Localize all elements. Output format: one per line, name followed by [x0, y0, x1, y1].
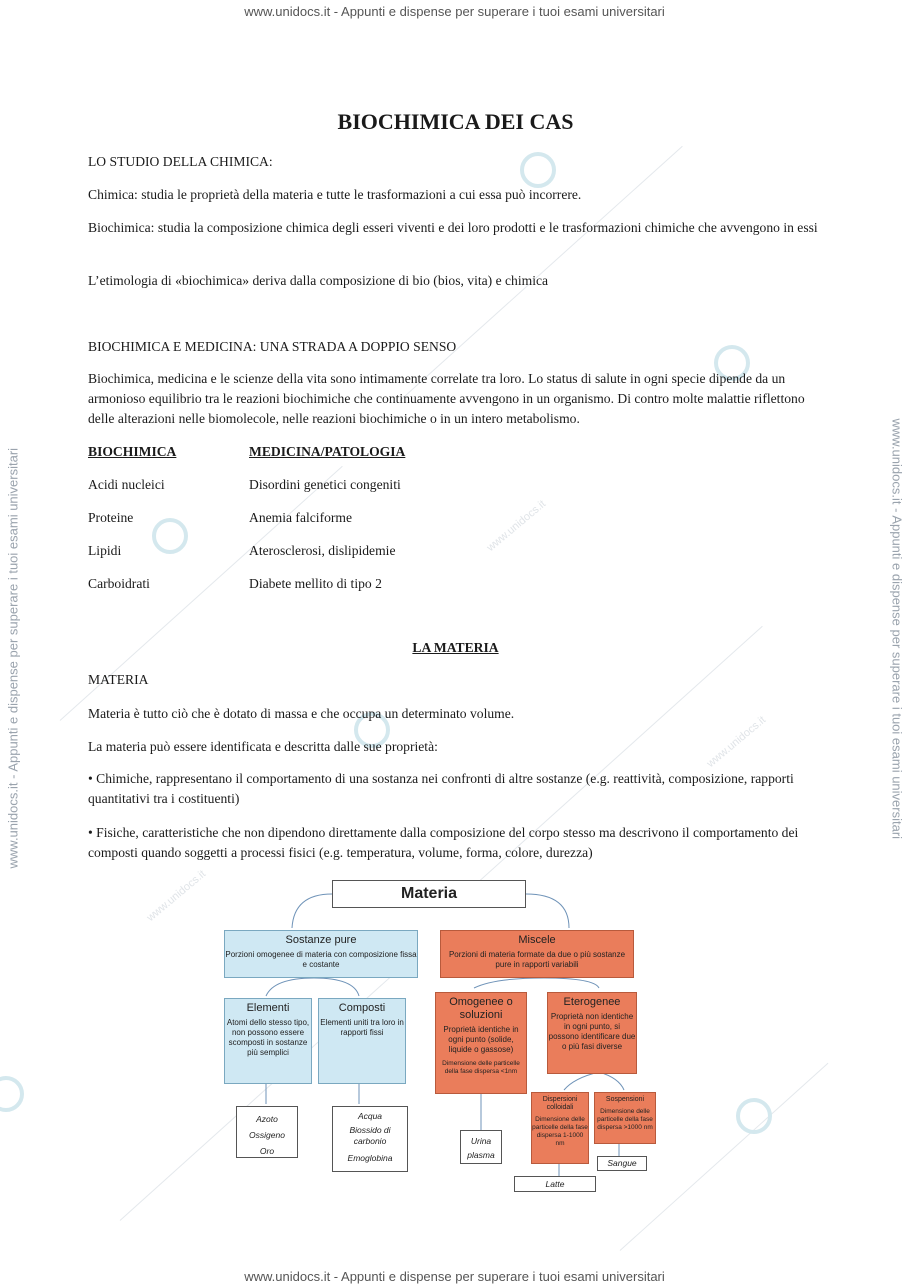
diagram-root-label: Materia	[400, 885, 458, 902]
watermark-logo-icon	[736, 1098, 772, 1134]
diagram-box-desc: Elementi uniti tra loro in rapporti fissi	[320, 1018, 404, 1037]
header-watermark[interactable]: www.unidocs.it - Appunti e dispense per superare i tuoi esami universitari	[244, 4, 665, 19]
table-row	[88, 541, 823, 561]
diagram-box-note: Dimensione delle particelle della fase dispersa <1nm	[442, 1060, 520, 1075]
paragraph-chimiche: • Chimiche, rappresentano il comportamento di una sostanza nei confronti di altre sostanze (e.g. reattività, composizione, rapporti quantitativi tra i costituenti)	[88, 771, 794, 806]
diagram-example: Azoto	[256, 1114, 278, 1124]
diagram-box-title: Sospensioni	[605, 1096, 645, 1103]
diagram-example-latte: Latte	[514, 1176, 596, 1192]
table-cell: Carboidrati	[88, 576, 150, 591]
table-row	[88, 508, 823, 528]
table-row	[88, 574, 823, 594]
diagram-box-note: Dimensione delle particelle della fase dispersa 1-1000 nm	[532, 1116, 588, 1147]
diagram-box-title: Omogenee o soluzioni	[449, 996, 513, 1021]
diagram-box-desc: Atomi dello stesso tipo, non possono essere scomposti in sostanze più semplici	[226, 1018, 310, 1057]
diagram-box-sostanze-pure	[224, 930, 418, 978]
table-cell: Proteine	[88, 510, 134, 525]
diagram-box-miscele	[440, 930, 634, 978]
paragraph-fisiche: • Fisiche, caratteristiche che non dipendono direttamente dalla composizione del corpo stesso ma descrivono il comportamento dei composti quando soggetti a processi fisici (e.g. temperatura, volume, forma, colore, durezza)	[88, 825, 799, 860]
diagram-box-note: Dimensione delle particelle della fase dispersa >1000 nm	[597, 1108, 653, 1131]
diagram-box-desc: Porzioni omogenee di materia con composizione fissa e costante	[225, 950, 417, 969]
paragraph-biochimica-medicina: Biochimica, medicina e le scienze della vita sono intimamente correlate tra loro. Lo status di salute in ogni specie dipende da un armonioso equilibrio tra le reazioni biochimiche che continuamente avvengono in un organismo. Di contro molte malattie riflettono delle alterazioni nelle biomolecole, nelle reazioni biochimiche o in un intero metabolismo.	[88, 371, 805, 426]
table-header-cell: MEDICINA/PATOLOGIA	[249, 444, 406, 459]
diagram-example: Emoglobina	[347, 1153, 393, 1163]
diagram-box-sospensioni	[594, 1092, 656, 1144]
diagram-example-sangue: Sangue	[597, 1156, 647, 1171]
paragraph-proprieta: La materia può essere identificata e descritta dalle sue proprietà:	[88, 739, 438, 754]
table-row	[88, 475, 823, 495]
diagram-example: Urina	[470, 1136, 492, 1146]
table-cell: Aterosclerosi, dislipidemie	[249, 543, 396, 558]
side-watermark-right: www.unidocs.it - Appunti e dispense per superare i tuoi esami universitari	[889, 418, 905, 840]
watermark-diagonal-text: www.unidocs.it	[484, 498, 549, 554]
diagram-examples-omogenee	[460, 1130, 502, 1164]
watermark-diagonal-text: www.unidocs.it	[704, 714, 769, 770]
diagram-box-composti	[318, 998, 406, 1084]
diagram-examples-elementi	[236, 1106, 298, 1158]
diagram-box-title: Miscele	[518, 934, 556, 946]
diagram-box-desc: Proprietà non identiche in ogni punto, si possono identificare due o più fasi diverse	[548, 1012, 636, 1051]
table-cell: Anemia falciforme	[249, 510, 353, 525]
diagram-box-title: Eterogenee	[563, 996, 621, 1008]
diagram-box-eterogenee	[547, 992, 637, 1074]
heading-biochimica-medicina: BIOCHIMICA E MEDICINA: UNA STRADA A DOPPIO SENSO	[88, 339, 457, 354]
table-cell: Disordini genetici congeniti	[249, 477, 401, 492]
diagram-box-title: Elementi	[246, 1002, 290, 1014]
diagram-box-omogenee	[435, 992, 527, 1094]
diagram-box-colloidali	[531, 1092, 589, 1164]
heading-materia: MATERIA	[88, 672, 149, 687]
table-header	[88, 442, 823, 462]
watermark-diagonal-text: www.unidocs.it	[144, 868, 209, 924]
diagram-root-box	[332, 880, 526, 908]
diagram-box-title: Sostanze pure	[285, 934, 357, 946]
diagram-example: Ossigeno	[249, 1130, 285, 1140]
table-cell: Lipidi	[88, 543, 122, 558]
diagram-box-title: Composti	[338, 1002, 386, 1014]
paragraph-etimologia: L’etimologia di «biochimica» deriva dalla composizione di bio (bios, vita) e chimica	[88, 273, 549, 288]
diagram-examples-composti	[332, 1106, 408, 1172]
document-title: BIOCHIMICA DEI CAS	[337, 109, 574, 134]
paragraph-definizione-materia: Materia è tutto ciò che è dotato di massa e che occupa un determinato volume.	[88, 706, 515, 721]
paragraph-biochimica: Biochimica: studia la composizione chimica degli esseri viventi e dei loro prodotti e le trasformazioni chimiche che avvengono in essi	[88, 220, 818, 235]
diagram-box-elementi	[224, 998, 312, 1084]
diagram-example: Acqua	[357, 1111, 383, 1121]
diagram-box-desc: Proprietà identiche in ogni punto (solide, liquide o gassose)	[443, 1025, 519, 1054]
section-title-materia: LA MATERIA	[412, 640, 499, 655]
diagram-example: plasma	[467, 1150, 495, 1160]
side-watermark-left: www.unidocs.it - Appunti e dispense per superare i tuoi esami universitari	[5, 447, 21, 869]
table-cell: Diabete mellito di tipo 2	[249, 576, 382, 591]
heading-studio-chimica: LO STUDIO DELLA CHIMICA:	[88, 154, 273, 169]
footer-watermark[interactable]: www.unidocs.it - Appunti e dispense per superare i tuoi esami universitari	[244, 1269, 665, 1284]
table-header-cell: BIOCHIMICA	[88, 444, 177, 459]
diagram-box-title: Dispersioni colloidali	[542, 1096, 578, 1111]
table-cell: Acidi nucleici	[88, 477, 165, 492]
watermark-logo-icon	[0, 1076, 24, 1112]
diagram-box-desc: Porzioni di materia formate da due o più sostanze pure in rapporti variabili	[448, 950, 626, 969]
diagram-example: Biossido di carbonio	[349, 1125, 391, 1146]
paragraph-chimica: Chimica: studia le proprietà della materia e tutte le trasformazioni a cui essa può incorrere.	[88, 187, 582, 202]
diagram-example: Oro	[259, 1146, 275, 1156]
materia-diagram	[214, 878, 664, 1198]
